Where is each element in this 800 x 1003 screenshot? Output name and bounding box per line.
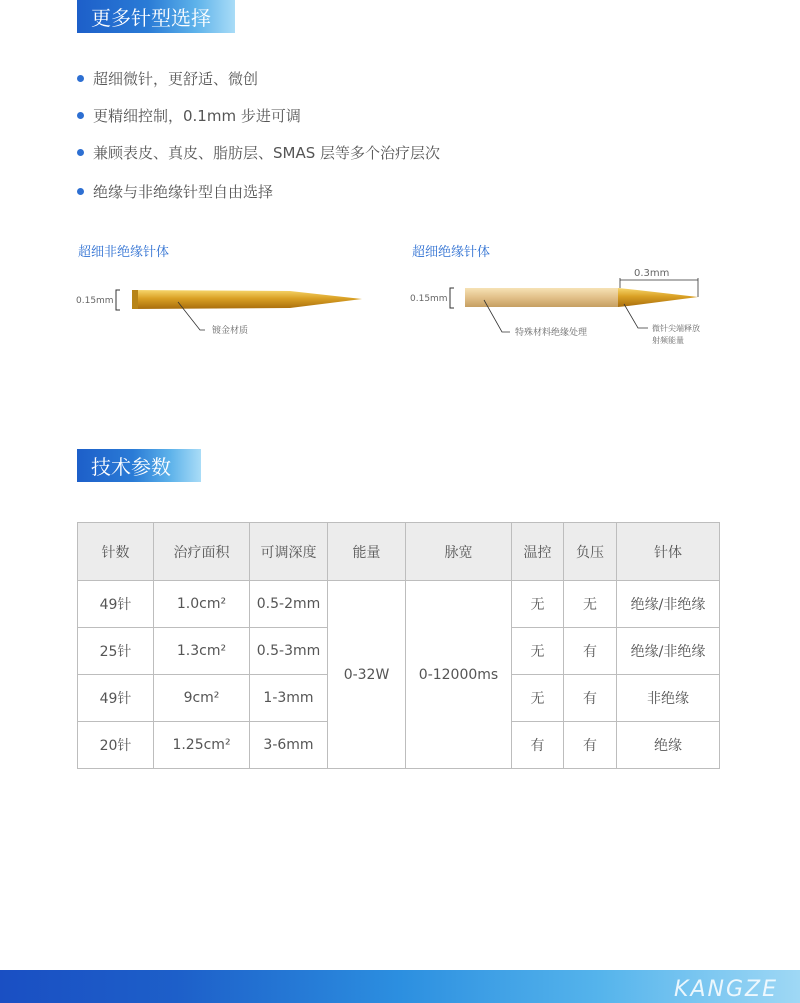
cell-vacuum: 有: [564, 722, 617, 769]
needle1-base: [132, 290, 138, 309]
section-title-tech-specs: [77, 449, 201, 482]
needle2-diameter-bracket: [450, 288, 454, 308]
cell-area: 1.3cm²: [154, 628, 250, 675]
cell-needles: 49针: [78, 675, 154, 722]
cell-needles: 25针: [78, 628, 154, 675]
table-header-row: [78, 523, 720, 581]
needle2-title: 超细绝缘针体: [412, 245, 491, 260]
section-title-text: 技术参数: [91, 455, 171, 479]
needle2-drawing: [410, 268, 700, 345]
needle1-body: [132, 290, 362, 309]
needle2-tip-note-1: 微针尖端释放: [652, 324, 700, 333]
feature-item: [77, 179, 440, 204]
needle1-diameter: 0.15mm: [76, 296, 114, 306]
feature-item: [77, 140, 440, 165]
needle1-drawing: [76, 290, 362, 336]
cell-depth: 0.5-2mm: [250, 581, 328, 628]
needle1-material: 镀金材质: [212, 326, 249, 336]
header-body: 针体: [617, 523, 720, 581]
needle1-diameter-bracket: [116, 290, 120, 310]
bullet-icon: [77, 75, 84, 82]
cell-depth: 0.5-3mm: [250, 628, 328, 675]
cell-vacuum: 有: [564, 628, 617, 675]
cell-depth: 1-3mm: [250, 675, 328, 722]
section-title-text: 更多针型选择: [91, 6, 211, 30]
cell-temp: 无: [512, 675, 564, 722]
needle2-tip-length: 0.3mm: [634, 268, 670, 279]
cell-needles: 49针: [78, 581, 154, 628]
header-energy: 能量: [328, 523, 406, 581]
cell-needles: 20针: [78, 722, 154, 769]
brand-logo: KANGZE: [674, 977, 778, 1002]
header-depth: 可调深度: [250, 523, 328, 581]
header-temp: 温控: [512, 523, 564, 581]
feature-text: 绝缘与非绝缘针型自由选择: [93, 183, 274, 201]
cell-body: 绝缘: [617, 722, 720, 769]
header-pulse: 脉宽: [406, 523, 512, 581]
bullet-icon: [77, 112, 84, 119]
cell-body: 绝缘/非绝缘: [617, 628, 720, 675]
needle2-tip: [618, 288, 698, 307]
cell-energy: 0-32W: [328, 581, 406, 769]
cell-body: 绝缘/非绝缘: [617, 581, 720, 628]
needle2-tip-note-2: 射频能量: [652, 336, 684, 345]
bullet-icon: [77, 188, 84, 195]
feature-text: 超细微针，更舒适、微创: [93, 70, 259, 88]
cell-area: 1.0cm²: [154, 581, 250, 628]
cell-temp: 无: [512, 581, 564, 628]
feature-item: [77, 103, 440, 128]
spec-table: [77, 522, 720, 769]
cell-temp: 有: [512, 722, 564, 769]
needle2-tip-leader-line: [624, 304, 648, 328]
header-needles: 针数: [78, 523, 154, 581]
feature-text: 更精细控制，0.1mm 步进可调: [93, 107, 301, 125]
needle1-title: 超细非绝缘针体: [78, 245, 170, 260]
needle2-material: 特殊材料绝缘处理: [515, 328, 588, 338]
table-row: [78, 581, 720, 628]
cell-vacuum: 无: [564, 581, 617, 628]
cell-body: 非绝缘: [617, 675, 720, 722]
header-area: 治疗面积: [154, 523, 250, 581]
feature-text: 兼顾表皮、真皮、脂肪层、SMAS 层等多个治疗层次: [93, 144, 441, 162]
cell-depth: 3-6mm: [250, 722, 328, 769]
cell-temp: 无: [512, 628, 564, 675]
cell-area: 9cm²: [154, 675, 250, 722]
bullet-icon: [77, 149, 84, 156]
needle-illustrations: [0, 260, 800, 355]
needle2-diameter: 0.15mm: [410, 294, 448, 304]
feature-item: [77, 66, 440, 91]
feature-list: [77, 66, 440, 216]
cell-vacuum: 有: [564, 675, 617, 722]
header-vacuum: 负压: [564, 523, 617, 581]
cell-area: 1.25cm²: [154, 722, 250, 769]
cell-pulse: 0-12000ms: [406, 581, 512, 769]
needle2-insulated-body: [465, 288, 618, 307]
section-title-needle-options: [77, 0, 235, 33]
